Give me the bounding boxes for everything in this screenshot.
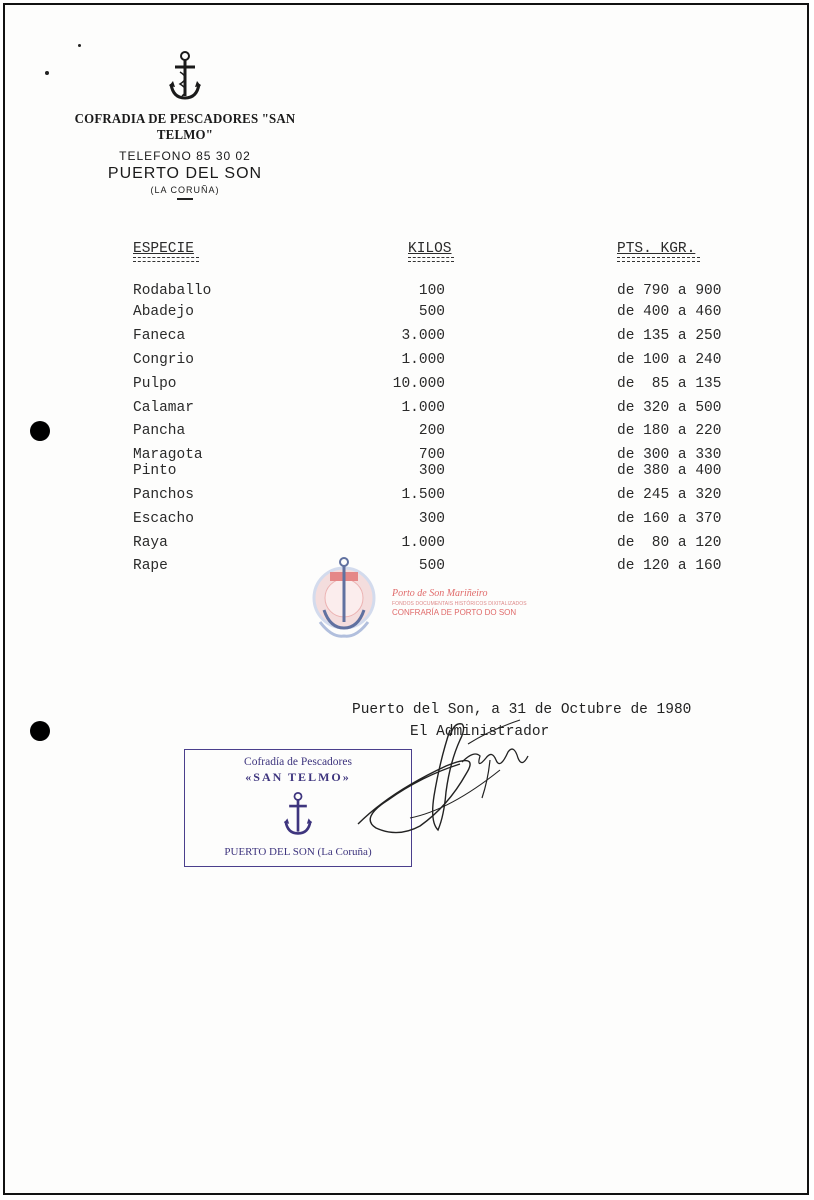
cell-price: de 80 a 120: [617, 535, 722, 551]
cell-species: Abadejo: [133, 304, 194, 320]
cell-price: de 380 a 400: [617, 463, 722, 479]
city: PUERTO DEL SON: [107, 165, 263, 182]
cell-price: de 160 a 370: [617, 511, 722, 527]
punch-hole-top: [30, 421, 50, 441]
cell-price: de 320 a 500: [617, 400, 722, 416]
telephone: TELEFONO 85 30 02: [119, 149, 251, 163]
cell-kilos: 700: [418, 447, 445, 463]
cell-species: Rodaballo: [133, 283, 212, 299]
cell-kilos: 10.000: [392, 376, 445, 392]
cell-price: de 400 a 460: [617, 304, 722, 320]
header-price: PTS. KGR.: [617, 241, 696, 257]
watermark-org: CONFRARÍA DE PORTO DO SON: [392, 608, 517, 617]
cell-kilos: 300: [418, 463, 445, 479]
header-underline: [408, 257, 454, 262]
cell-kilos: 1.000: [401, 352, 445, 368]
letterhead-divider: [177, 198, 193, 200]
signatory-title: El Administrador: [410, 724, 550, 740]
cell-species: Pulpo: [133, 376, 177, 392]
cell-price: de 85 a 135: [617, 376, 722, 392]
cell-price: de 135 a 250: [617, 328, 722, 344]
header-species: ESPECIE: [133, 241, 194, 257]
cell-kilos: 1.000: [401, 535, 445, 551]
cell-species: Panchos: [133, 487, 194, 503]
cell-kilos: 1.500: [401, 487, 445, 503]
cell-kilos: 500: [418, 558, 445, 574]
cell-price: de 245 a 320: [617, 487, 722, 503]
cell-kilos: 3.000: [401, 328, 445, 344]
cell-species: Escacho: [133, 511, 194, 527]
header-underline: [617, 257, 700, 262]
cell-price: de 100 a 240: [617, 352, 722, 368]
handwritten-signature: [350, 700, 550, 840]
letterhead: [40, 50, 330, 200]
cell-kilos: 100: [418, 283, 445, 299]
cell-price: de 180 a 220: [617, 423, 722, 439]
cell-kilos: 200: [418, 423, 445, 439]
cell-species: Maragota: [133, 447, 203, 463]
cell-species: Pancha: [133, 423, 186, 439]
anchor-icon: [283, 791, 313, 837]
organization-name: COFRADIA DE PESCADORES "SAN TELMO": [74, 112, 296, 143]
cell-species: Raya: [133, 535, 168, 551]
stamp-line-1: Cofradía de Pescadores: [244, 756, 352, 768]
cell-species: Pinto: [133, 463, 177, 479]
cell-price: de 790 a 900: [617, 283, 722, 299]
anchor-icon: [168, 50, 202, 102]
watermark-title: Porto de Son Mariñeiro: [392, 588, 488, 599]
cell-species: Rape: [133, 558, 168, 574]
cell-price: de 120 a 160: [617, 558, 722, 574]
cell-kilos: 300: [418, 511, 445, 527]
stamp-line-3: PUERTO DEL SON (La Coruña): [224, 846, 372, 858]
stamp-line-2: «SAN TELMO»: [245, 770, 351, 784]
cell-species: Calamar: [133, 400, 194, 416]
watermark-text: [392, 588, 527, 617]
header-underline: [133, 257, 199, 262]
cell-species: Faneca: [133, 328, 186, 344]
cell-kilos: 500: [418, 304, 445, 320]
watermark-subtitle: FONDOS DOCUMENTAIS HISTÓRICOS DIXITALIZADOS: [392, 601, 527, 607]
cell-species: Congrio: [133, 352, 194, 368]
punch-hole-bottom: [30, 721, 50, 741]
paper-speck: [78, 44, 81, 47]
date-line: Puerto del Son, a 31 de Octubre de 1980: [352, 702, 692, 718]
cell-kilos: 1.000: [401, 400, 445, 416]
cell-price: de 300 a 330: [617, 447, 722, 463]
header-kilos: KILOS: [408, 241, 452, 257]
province: (LA CORUÑA): [150, 185, 220, 195]
